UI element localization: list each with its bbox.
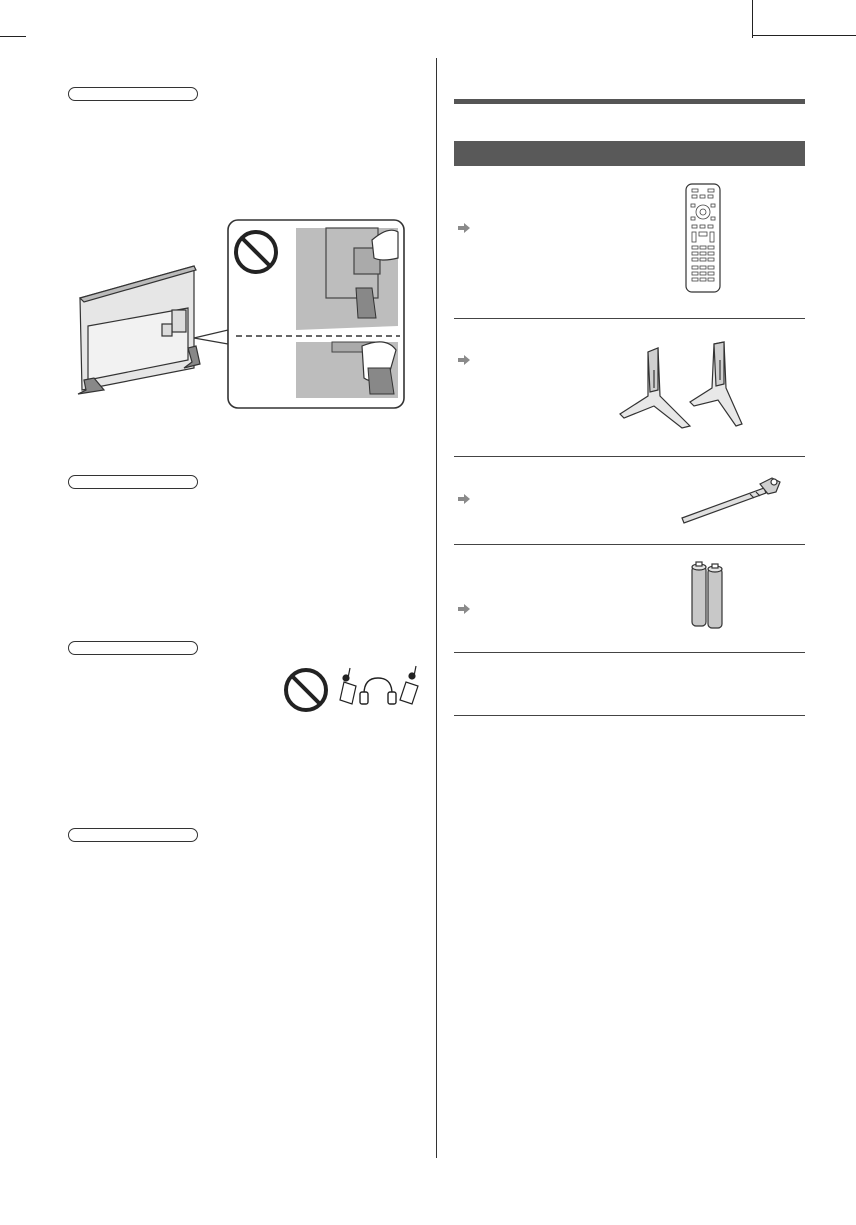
right-arrow-icon	[458, 222, 470, 234]
row-divider-5	[454, 715, 805, 716]
crop-mark-top-vertical	[752, 0, 753, 38]
row-divider-1	[454, 318, 805, 319]
row-divider-3	[454, 544, 805, 545]
cable-tie-illustration	[680, 474, 784, 524]
wrong-grip-panel	[296, 228, 398, 330]
crop-mark-left-horizontal	[0, 36, 26, 37]
caution-label-1	[68, 87, 198, 101]
right-arrow-icon	[458, 603, 470, 615]
batteries-illustration	[690, 560, 726, 630]
pedestal-illustration	[618, 340, 744, 434]
row-divider-2	[454, 456, 805, 457]
headphone-volume-illustration	[282, 664, 422, 716]
caution-label-3	[68, 641, 198, 655]
row-divider-4	[454, 652, 805, 653]
caution-label-2	[68, 475, 198, 489]
column-divider	[436, 58, 437, 1158]
prohibition-icon	[286, 670, 326, 710]
music-notes-icon	[340, 666, 418, 704]
headphones-icon	[360, 678, 396, 704]
right-arrow-icon	[458, 493, 470, 505]
section-heading-rule	[454, 99, 805, 104]
accessories-header-bar	[454, 141, 805, 166]
crop-mark-top-horizontal	[752, 35, 856, 36]
tv-handling-illustration	[76, 218, 408, 410]
caution-label-4	[68, 828, 198, 842]
remote-control-illustration	[684, 182, 722, 294]
tv-rear-view	[78, 266, 200, 394]
correct-grip-panel	[296, 342, 398, 398]
right-arrow-icon	[458, 354, 470, 366]
